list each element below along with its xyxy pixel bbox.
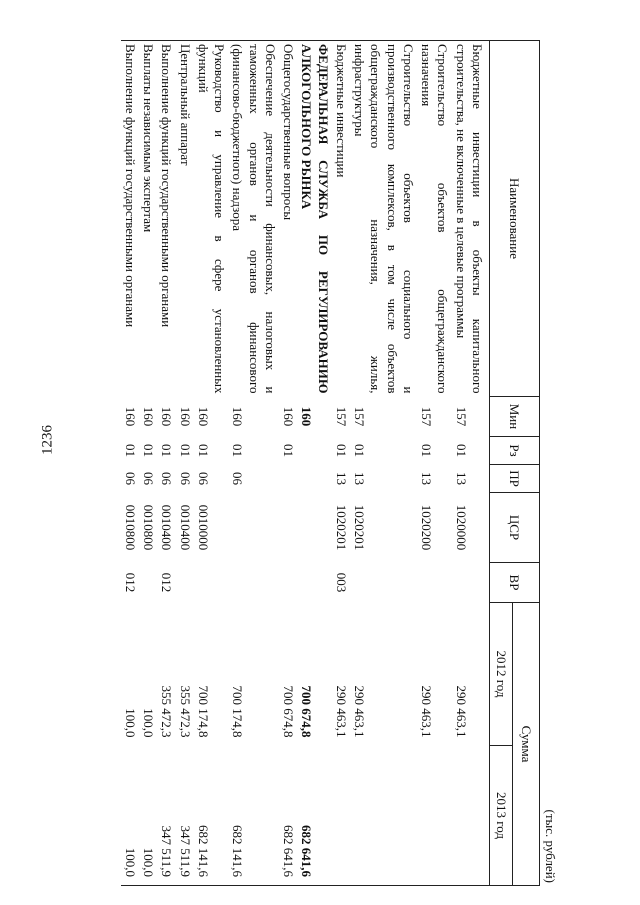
- row-min: 157: [453, 406, 469, 427]
- row-name: [194, 41, 229, 397]
- header-sum: Сумма: [513, 603, 540, 886]
- row-name: [157, 41, 175, 397]
- row-y2013: 347 511,9: [157, 746, 175, 886]
- row-name: [417, 41, 452, 397]
- table-row: [279, 41, 297, 886]
- row-vr: [139, 563, 157, 603]
- table-row: [176, 41, 194, 886]
- row-name-line: АЛКОГОЛЬНОГО РЫНКА: [299, 44, 315, 210]
- row-y2012: 355 472,3: [177, 685, 193, 738]
- row-name-line: общегражданского назначения, жилья,: [368, 44, 384, 394]
- row-name-line: Руководство и управление в сфере установленных: [212, 44, 228, 394]
- row-y2012: 355 472,3: [159, 685, 175, 738]
- row-csr: 1020000: [453, 504, 469, 551]
- table-row: [121, 41, 139, 886]
- row-y2012: 700 674,8: [281, 685, 297, 738]
- table-row: [228, 41, 279, 886]
- row-vr: 012: [123, 572, 138, 593]
- row-min: 160: [177, 406, 193, 427]
- row-vr: [452, 563, 490, 603]
- header-name: Наименование: [490, 41, 540, 397]
- row-rz: 01: [159, 444, 175, 457]
- row-csr: [297, 493, 332, 563]
- table-row: [332, 41, 350, 886]
- row-min: 160: [230, 406, 246, 427]
- row-csr: 0010400: [177, 504, 193, 551]
- row-pr: 13: [352, 472, 368, 485]
- row-y2012: 290 463,1: [352, 685, 368, 738]
- row-pr: 06: [196, 472, 211, 485]
- row-y2013: 682 141,6: [194, 746, 229, 886]
- header-2012: 2012 год: [490, 603, 513, 746]
- table-row: [139, 41, 157, 886]
- row-y2013: [452, 746, 490, 886]
- row-name-line: инфраструктуры: [352, 44, 368, 137]
- row-y2013: [350, 746, 417, 886]
- row-name: [228, 41, 279, 397]
- row-name: [332, 41, 350, 397]
- row-name-line: Обеспечение деятельности финансовых, налоговых и: [263, 44, 278, 394]
- row-rz: 01: [123, 444, 138, 457]
- row-pr: 06: [177, 472, 193, 485]
- row-csr: 0010800: [141, 504, 157, 551]
- row-y2012: 700 674,8: [299, 685, 315, 738]
- row-rz: 01: [334, 444, 349, 457]
- row-y2013: [332, 746, 350, 886]
- row-csr: 1020200: [419, 504, 435, 551]
- row-pr: [297, 465, 332, 493]
- row-name-line: Строительство объектов социального и: [401, 44, 416, 394]
- row-y2013: 682 141,6: [228, 746, 279, 886]
- header-min: Мин: [490, 397, 540, 437]
- header-vr: ВР: [490, 563, 540, 603]
- row-pr: [279, 465, 297, 493]
- unit-note: (тыс. рублей): [543, 809, 558, 883]
- row-rz: 01: [419, 444, 435, 457]
- row-pr: 13: [334, 472, 349, 485]
- row-name-line: Выполнение функций государственными органами: [159, 44, 175, 328]
- row-vr: [350, 563, 417, 603]
- row-rz: [297, 437, 332, 465]
- row-vr: [194, 563, 229, 603]
- row-y2012: 100,0: [141, 708, 157, 738]
- rotated-page: [100, 40, 560, 885]
- row-y2012: 700 174,8: [230, 685, 246, 738]
- table-row: [194, 41, 229, 886]
- header-rz: Рз: [490, 437, 540, 465]
- row-min: 160: [141, 406, 157, 427]
- row-name: [297, 41, 332, 397]
- row-csr: 1020201: [352, 504, 368, 551]
- row-csr: [228, 493, 279, 563]
- row-name-line: Общегосударственные вопросы: [281, 44, 297, 221]
- row-vr: [228, 563, 279, 603]
- table-row: [417, 41, 452, 886]
- header-pr: ПР: [490, 465, 540, 493]
- table-body: [121, 41, 490, 886]
- row-y2012: 290 463,1: [334, 685, 349, 738]
- budget-table: [121, 40, 540, 886]
- row-min: 157: [352, 406, 368, 427]
- row-csr: [279, 493, 297, 563]
- row-rz: 01: [177, 444, 193, 457]
- table-row: [157, 41, 175, 886]
- row-name-line: ФЕДЕРАЛЬНАЯ СЛУЖБА ПО РЕГУЛИРОВАНИЮ: [315, 44, 331, 394]
- row-name: [350, 41, 417, 397]
- row-vr: [279, 563, 297, 603]
- row-y2012: 100,0: [123, 708, 138, 738]
- row-name: [452, 41, 490, 397]
- row-name-line: Бюджетные инвестиции в объекты капитального: [470, 44, 485, 394]
- row-rz: 01: [352, 444, 368, 457]
- row-y2012: 290 463,1: [453, 685, 469, 738]
- row-min: 160: [299, 406, 315, 427]
- row-vr: 012: [159, 572, 175, 593]
- row-name: [139, 41, 157, 397]
- row-name-line: таможенных органов и органов финансового: [246, 44, 262, 394]
- row-min: 160: [281, 406, 297, 427]
- row-min: 157: [334, 406, 349, 427]
- row-name-line: функций: [196, 44, 211, 93]
- row-name-line: производственного комплексов, в том числе объектов: [384, 44, 400, 394]
- row-y2013: 682 641,6: [279, 746, 297, 886]
- row-name: [279, 41, 297, 397]
- row-csr: 0010400: [159, 504, 175, 551]
- row-min: 160: [196, 406, 211, 427]
- row-name-line: Выполнение функций государственными органами: [123, 44, 138, 328]
- row-rz: 01: [230, 444, 246, 457]
- row-rz: 01: [453, 444, 469, 457]
- row-vr: [417, 563, 452, 603]
- row-name-line: назначения: [419, 44, 435, 107]
- table-row: [350, 41, 417, 886]
- row-vr: [297, 563, 332, 603]
- row-pr: 13: [419, 472, 435, 485]
- page-number: 1236: [39, 425, 56, 455]
- row-csr: 0010000: [196, 504, 211, 551]
- row-min: 160: [123, 406, 138, 427]
- row-name-line: строительства, не включенные в целевые программы: [453, 44, 469, 339]
- row-csr: 1020201: [334, 504, 349, 551]
- row-name-line: Центральный аппарат: [177, 44, 193, 166]
- header-row: [513, 41, 540, 886]
- row-vr: 003: [334, 572, 349, 593]
- header-2013: 2013 год: [490, 746, 513, 886]
- table-row: [452, 41, 490, 886]
- row-name-line: (финансово-бюджетного) надзора: [230, 44, 246, 231]
- row-y2012: 700 174,8: [196, 685, 211, 738]
- row-name-line: Строительство объектов общегражданского: [435, 44, 451, 394]
- row-name: [176, 41, 194, 397]
- header-csr: ЦСР: [490, 493, 540, 563]
- row-y2013: 100,0: [139, 746, 157, 886]
- row-name: [121, 41, 139, 397]
- row-y2013: 100,0: [121, 746, 139, 886]
- row-vr: [176, 563, 194, 603]
- row-csr: 0010800: [123, 504, 138, 551]
- row-y2013: 347 511,9: [176, 746, 194, 886]
- row-pr: 06: [159, 472, 175, 485]
- row-rz: 01: [141, 444, 157, 457]
- row-name-line: Выплаты независимым экспертам: [141, 44, 157, 233]
- row-min: 157: [419, 406, 435, 427]
- row-name-line: Бюджетные инвестиции: [334, 44, 349, 178]
- row-pr: 06: [141, 472, 157, 485]
- row-rz: 01: [281, 444, 297, 457]
- row-y2013: [417, 746, 452, 886]
- table-row: [297, 41, 332, 886]
- row-rz: 01: [196, 444, 211, 457]
- row-pr: 06: [230, 472, 246, 485]
- row-y2012: 290 463,1: [419, 685, 435, 738]
- row-pr: 06: [123, 472, 138, 485]
- row-pr: 13: [453, 472, 469, 485]
- row-y2013: 682 641,6: [297, 746, 332, 886]
- row-min: 160: [159, 406, 175, 427]
